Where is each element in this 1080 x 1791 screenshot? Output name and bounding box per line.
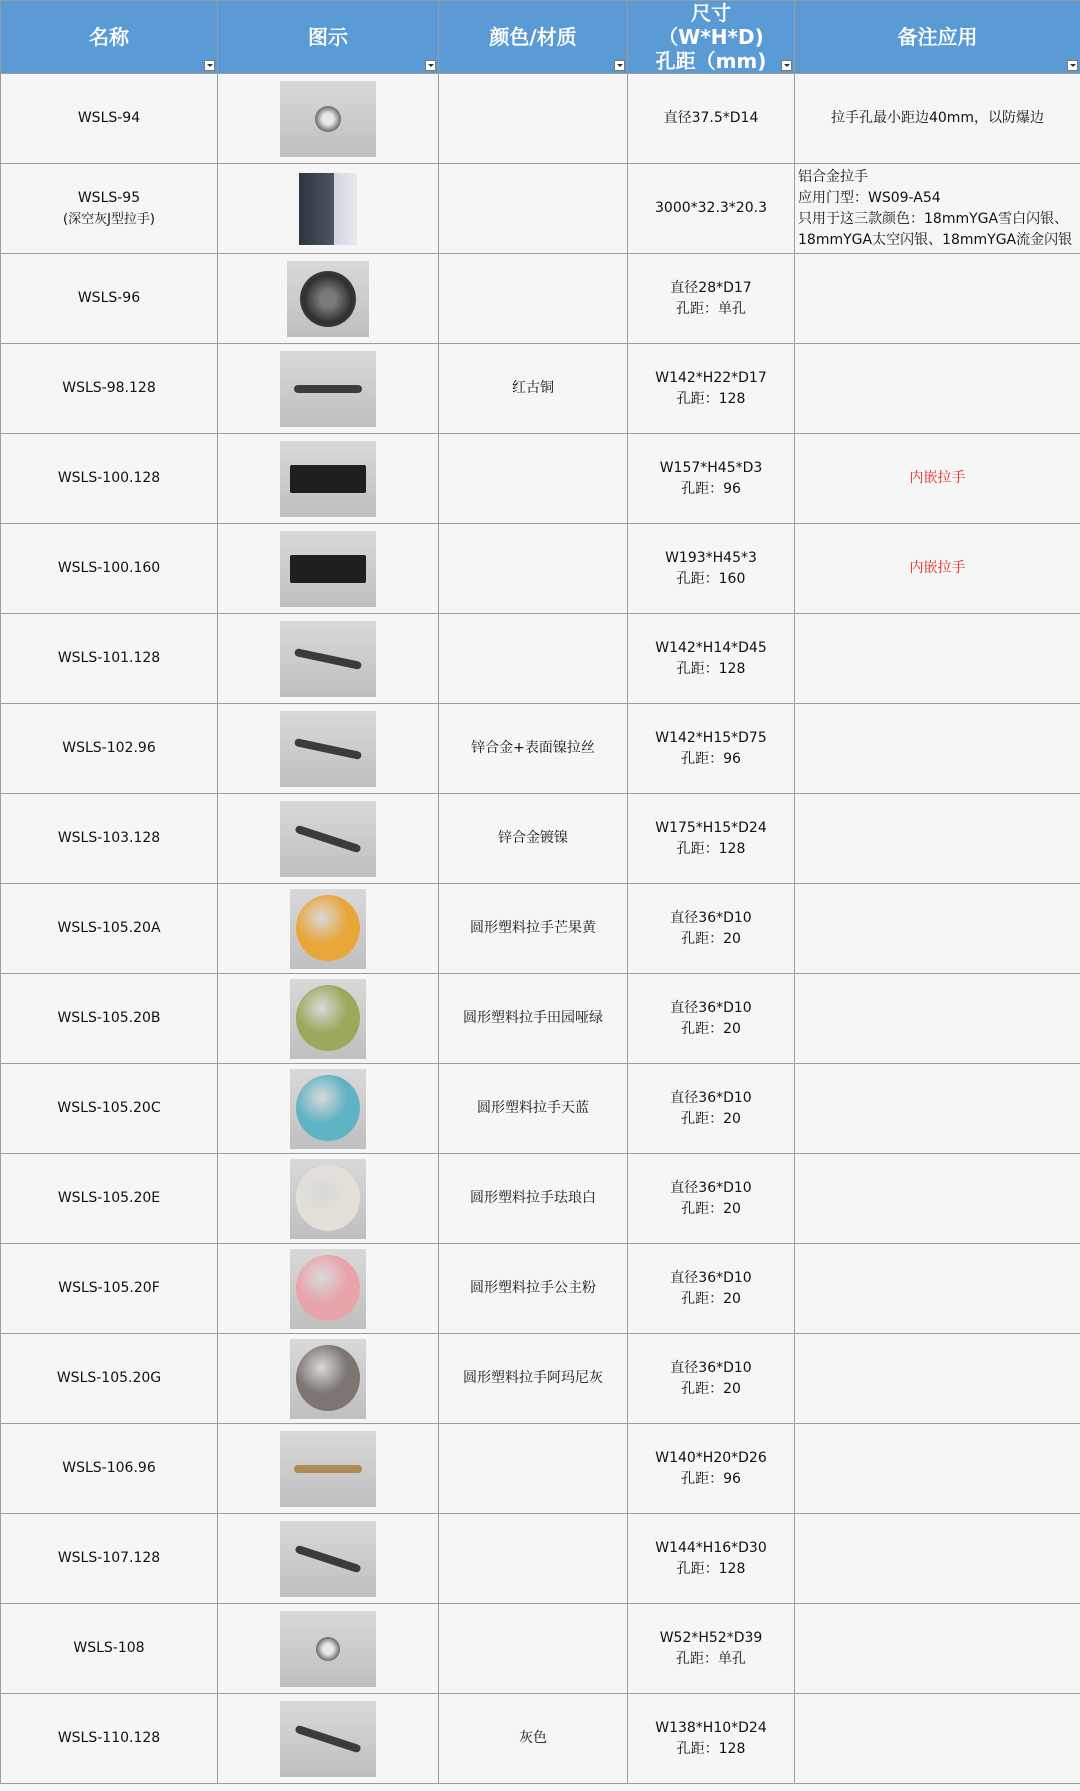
cell-name[interactable]	[1, 614, 218, 704]
cell-image[interactable]	[218, 164, 439, 254]
table-row	[1, 344, 1080, 434]
cell-name[interactable]	[1, 524, 218, 614]
size-dimensions: 直径36*D10	[670, 999, 752, 1016]
cell-note[interactable]	[795, 254, 1080, 344]
cell-size[interactable]	[628, 1154, 795, 1244]
cell-image[interactable]	[218, 1694, 439, 1784]
product-code: WSLS-96	[77, 290, 141, 306]
material-text: 锌合金+表面镍拉丝	[471, 740, 595, 756]
hole-distance: 孔距：20	[681, 1200, 741, 1217]
size-dimensions: 直径36*D10	[670, 1359, 752, 1376]
table-row	[1, 974, 1080, 1064]
cell-material[interactable]	[439, 1064, 628, 1154]
product-code: WSLS-101.128	[57, 650, 161, 666]
hole-distance: 孔距：20	[681, 1110, 741, 1127]
round-plastic-knob-icon	[290, 1339, 366, 1419]
filter-dropdown-icon[interactable]	[781, 60, 792, 71]
cell-image[interactable]	[218, 614, 439, 704]
table-row	[1, 1694, 1080, 1784]
size-dimensions: W157*H45*D3	[659, 459, 763, 476]
hole-distance: 孔距：20	[681, 1380, 741, 1397]
cell-material[interactable]	[439, 524, 628, 614]
cell-image[interactable]	[218, 1334, 439, 1424]
cell-size[interactable]	[628, 1604, 795, 1694]
size-dimensions: W142*H22*D17	[655, 369, 767, 386]
size-dimensions: 3000*32.3*20.3	[655, 200, 767, 216]
cell-material[interactable]	[439, 1154, 628, 1244]
cell-size[interactable]	[628, 704, 795, 794]
cell-image[interactable]	[218, 254, 439, 344]
cell-size[interactable]	[628, 1064, 795, 1154]
cell-name[interactable]	[1, 1154, 218, 1244]
size-dimensions: W142*H15*D75	[655, 729, 767, 746]
cell-note[interactable]	[795, 434, 1080, 524]
decorative-knob-icon	[287, 261, 369, 337]
cell-name[interactable]	[1, 1244, 218, 1334]
filter-dropdown-icon[interactable]	[1067, 60, 1078, 71]
cell-size[interactable]	[628, 794, 795, 884]
table-row	[1, 1334, 1080, 1424]
size-dimensions: W193*H45*3	[665, 549, 757, 566]
cell-material[interactable]	[439, 1334, 628, 1424]
material-text: 圆形塑料拉手芒果黄	[470, 920, 596, 936]
hole-distance: 孔距：单孔	[676, 300, 746, 317]
cell-size[interactable]	[628, 164, 795, 254]
product-code: WSLS-108	[73, 1640, 145, 1656]
cell-material[interactable]	[439, 1244, 628, 1334]
cell-image[interactable]	[218, 524, 439, 614]
bar-handle-icon	[280, 1521, 376, 1597]
product-code: WSLS-105.20A	[57, 920, 161, 936]
cell-material[interactable]	[439, 344, 628, 434]
cell-note[interactable]	[795, 794, 1080, 884]
hole-distance: 孔距：128	[676, 1740, 746, 1757]
small-knob-icon	[280, 1611, 376, 1687]
cell-name[interactable]	[1, 1604, 218, 1694]
cell-size[interactable]	[628, 344, 795, 434]
cell-note[interactable]	[795, 1244, 1080, 1334]
header-row	[1, 1, 1080, 74]
note-text: 内嵌拉手	[909, 560, 966, 576]
hole-distance: 孔距：128	[676, 390, 746, 407]
cell-size[interactable]	[628, 74, 795, 164]
cell-image[interactable]	[218, 434, 439, 524]
hole-distance: 孔距：20	[681, 1020, 741, 1037]
cell-image[interactable]	[218, 1154, 439, 1244]
curved-handle-icon	[280, 711, 376, 787]
bar-handle-icon	[280, 801, 376, 877]
cell-name[interactable]	[1, 164, 218, 254]
material-text: 圆形塑料拉手田园哑绿	[463, 1010, 603, 1026]
table-row	[1, 884, 1080, 974]
cell-material[interactable]	[439, 974, 628, 1064]
cell-size[interactable]	[628, 614, 795, 704]
table-row	[1, 254, 1080, 344]
cell-image[interactable]	[218, 794, 439, 884]
cell-note[interactable]	[795, 1424, 1080, 1514]
round-plastic-knob-icon	[290, 889, 366, 969]
filter-dropdown-icon[interactable]	[204, 60, 215, 71]
size-dimensions: W52*H52*D39	[659, 1629, 763, 1646]
size-dimensions: 直径36*D10	[670, 1269, 752, 1286]
cell-image[interactable]	[218, 74, 439, 164]
cell-image[interactable]	[218, 1244, 439, 1334]
cell-note[interactable]	[795, 1064, 1080, 1154]
cell-name[interactable]	[1, 1064, 218, 1154]
table-row	[1, 1424, 1080, 1514]
cell-note[interactable]	[795, 524, 1080, 614]
header-name: 名称	[1, 1, 218, 74]
cell-size[interactable]	[628, 1334, 795, 1424]
size-dimensions: W144*H16*D30	[655, 1539, 767, 1556]
cell-name[interactable]	[1, 74, 218, 164]
round-plastic-knob-icon	[290, 1249, 366, 1329]
material-text: 圆形塑料拉手天蓝	[477, 1100, 589, 1116]
recessed-handle-icon	[280, 441, 376, 517]
cell-name[interactable]	[1, 974, 218, 1064]
bow-handle-icon	[280, 351, 376, 427]
recessed-handle-icon	[280, 531, 376, 607]
cell-image[interactable]	[218, 1514, 439, 1604]
cell-size[interactable]	[628, 884, 795, 974]
table-row	[1, 434, 1080, 524]
hole-distance: 孔距：20	[681, 1290, 741, 1307]
cell-size[interactable]	[628, 434, 795, 524]
filter-dropdown-icon[interactable]	[425, 60, 436, 71]
cell-size[interactable]	[628, 1424, 795, 1514]
cell-note[interactable]	[795, 1604, 1080, 1694]
hole-distance: 孔距：单孔	[676, 1650, 746, 1667]
gold-bow-handle-icon	[280, 1431, 376, 1507]
cell-image[interactable]	[218, 884, 439, 974]
product-code: WSLS-107.128	[57, 1550, 161, 1566]
material-text: 锌合金镀镍	[498, 830, 568, 846]
cell-image[interactable]	[218, 1064, 439, 1154]
header-size: 尺寸（W*H*D) 孔距（mm)	[628, 1, 795, 74]
material-text: 灰色	[519, 1730, 547, 1746]
bar-handle-icon	[280, 1701, 376, 1777]
hole-distance: 孔距：160	[676, 570, 746, 587]
cell-note[interactable]	[795, 884, 1080, 974]
round-plastic-knob-icon	[290, 1069, 366, 1149]
hole-distance: 孔距：96	[681, 480, 741, 497]
cell-name[interactable]	[1, 704, 218, 794]
table-row	[1, 1604, 1080, 1694]
round-knob-icon	[280, 81, 376, 157]
round-plastic-knob-icon	[290, 979, 366, 1059]
table-row	[1, 704, 1080, 794]
product-code: WSLS-105.20B	[57, 1010, 161, 1026]
cell-material[interactable]	[439, 434, 628, 524]
cell-name[interactable]	[1, 1334, 218, 1424]
header-image: 图示	[218, 1, 439, 74]
hole-distance: 孔距：128	[676, 840, 746, 857]
cell-note[interactable]	[795, 704, 1080, 794]
filter-dropdown-icon[interactable]	[614, 60, 625, 71]
product-code: WSLS-94	[77, 110, 141, 126]
hole-distance: 孔距：96	[681, 1470, 741, 1487]
material-text: 圆形塑料拉手珐琅白	[470, 1190, 596, 1206]
curved-handle-icon	[280, 621, 376, 697]
cell-material[interactable]	[439, 704, 628, 794]
product-code: WSLS-100.160	[57, 560, 161, 576]
table-row	[1, 1514, 1080, 1604]
product-code: WSLS-105.20G	[56, 1370, 162, 1386]
note-text: 只用于这三款颜色：18mmYGA雪白闪银、	[798, 210, 1069, 227]
hole-distance: 孔距：96	[681, 750, 741, 767]
cell-material[interactable]	[439, 884, 628, 974]
size-dimensions: W175*H15*D24	[655, 819, 767, 836]
size-dimensions: 直径36*D10	[670, 909, 752, 926]
size-dimensions: 直径36*D10	[670, 1089, 752, 1106]
header-note: 备注应用	[795, 1, 1080, 74]
cell-note[interactable]	[795, 164, 1080, 254]
size-dimensions: W140*H20*D26	[655, 1449, 767, 1466]
product-code: WSLS-102.96	[62, 740, 156, 756]
product-code: WSLS-103.128	[57, 830, 161, 846]
table-row	[1, 74, 1080, 164]
cell-material[interactable]	[439, 1424, 628, 1514]
cell-image[interactable]	[218, 1424, 439, 1514]
material-text: 红古铜	[512, 380, 554, 396]
table-row	[1, 614, 1080, 704]
cell-name[interactable]	[1, 794, 218, 884]
note-text: 内嵌拉手	[909, 470, 966, 486]
cell-note[interactable]	[795, 614, 1080, 704]
cell-size[interactable]	[628, 254, 795, 344]
cell-material[interactable]	[439, 254, 628, 344]
note-text: 铝合金拉手	[798, 168, 868, 185]
size-dimensions: W138*H10*D24	[655, 1719, 767, 1736]
size-dimensions: 直径36*D10	[670, 1179, 752, 1196]
cell-note[interactable]	[795, 344, 1080, 434]
cell-note[interactable]	[795, 974, 1080, 1064]
cell-material[interactable]	[439, 794, 628, 884]
table-row	[1, 524, 1080, 614]
product-code: WSLS-105.20C	[57, 1100, 161, 1116]
cell-material[interactable]	[439, 74, 628, 164]
size-dimensions: 直径28*D17	[670, 279, 752, 296]
table-row	[1, 1244, 1080, 1334]
cell-name[interactable]	[1, 344, 218, 434]
cell-image[interactable]	[218, 704, 439, 794]
j-profile-handle-icon	[299, 173, 357, 245]
product-code: WSLS-95	[77, 189, 141, 206]
table-row	[1, 164, 1080, 254]
product-code: WSLS-110.128	[57, 1730, 161, 1746]
cell-size[interactable]	[628, 524, 795, 614]
hole-distance: 孔距：128	[676, 660, 746, 677]
hole-distance: 孔距：128	[676, 1560, 746, 1577]
hole-distance: 孔距：20	[681, 930, 741, 947]
cell-image[interactable]	[218, 974, 439, 1064]
product-code: WSLS-106.96	[62, 1460, 156, 1476]
table-row	[1, 1154, 1080, 1244]
cell-note[interactable]	[795, 1334, 1080, 1424]
product-subtitle: (深空灰J型拉手)	[63, 211, 155, 227]
product-code: WSLS-100.128	[57, 470, 161, 486]
header-material: 颜色/材质	[439, 1, 628, 74]
cell-size[interactable]	[628, 974, 795, 1064]
round-plastic-knob-icon	[290, 1159, 366, 1239]
note-text: 应用门型：WS09-A54	[798, 189, 941, 206]
cell-name[interactable]	[1, 884, 218, 974]
product-code: WSLS-105.20E	[57, 1190, 161, 1206]
cell-name[interactable]	[1, 1694, 218, 1784]
cell-material[interactable]	[439, 1694, 628, 1784]
table-row	[1, 794, 1080, 884]
cell-material[interactable]	[439, 614, 628, 704]
material-text: 圆形塑料拉手阿玛尼灰	[463, 1370, 603, 1386]
size-dimensions: 直径37.5*D14	[663, 110, 759, 126]
cell-size[interactable]	[628, 1244, 795, 1334]
cell-name[interactable]	[1, 434, 218, 524]
cell-size[interactable]	[628, 1514, 795, 1604]
cell-note[interactable]	[795, 1514, 1080, 1604]
cell-note[interactable]	[795, 1694, 1080, 1784]
table-row	[1, 1064, 1080, 1154]
cell-note[interactable]	[795, 1154, 1080, 1244]
cell-material[interactable]	[439, 1604, 628, 1694]
cell-image[interactable]	[218, 344, 439, 434]
cell-size[interactable]	[628, 1694, 795, 1784]
product-code: WSLS-105.20F	[58, 1280, 160, 1296]
cell-note[interactable]	[795, 74, 1080, 164]
note-text: 18mmYGA太空闪银、18mmYGA流金闪银	[798, 231, 1073, 248]
note-text: 拉手孔最小距边40mm，以防爆边	[830, 110, 1045, 126]
cell-image[interactable]	[218, 1604, 439, 1694]
size-dimensions: W142*H14*D45	[655, 639, 767, 656]
cell-name[interactable]	[1, 1424, 218, 1514]
product-code: WSLS-98.128	[62, 380, 156, 396]
material-text: 圆形塑料拉手公主粉	[470, 1280, 596, 1296]
cell-material[interactable]	[439, 164, 628, 254]
cell-name[interactable]	[1, 254, 218, 344]
cell-material[interactable]	[439, 1514, 628, 1604]
cell-name[interactable]	[1, 1514, 218, 1604]
